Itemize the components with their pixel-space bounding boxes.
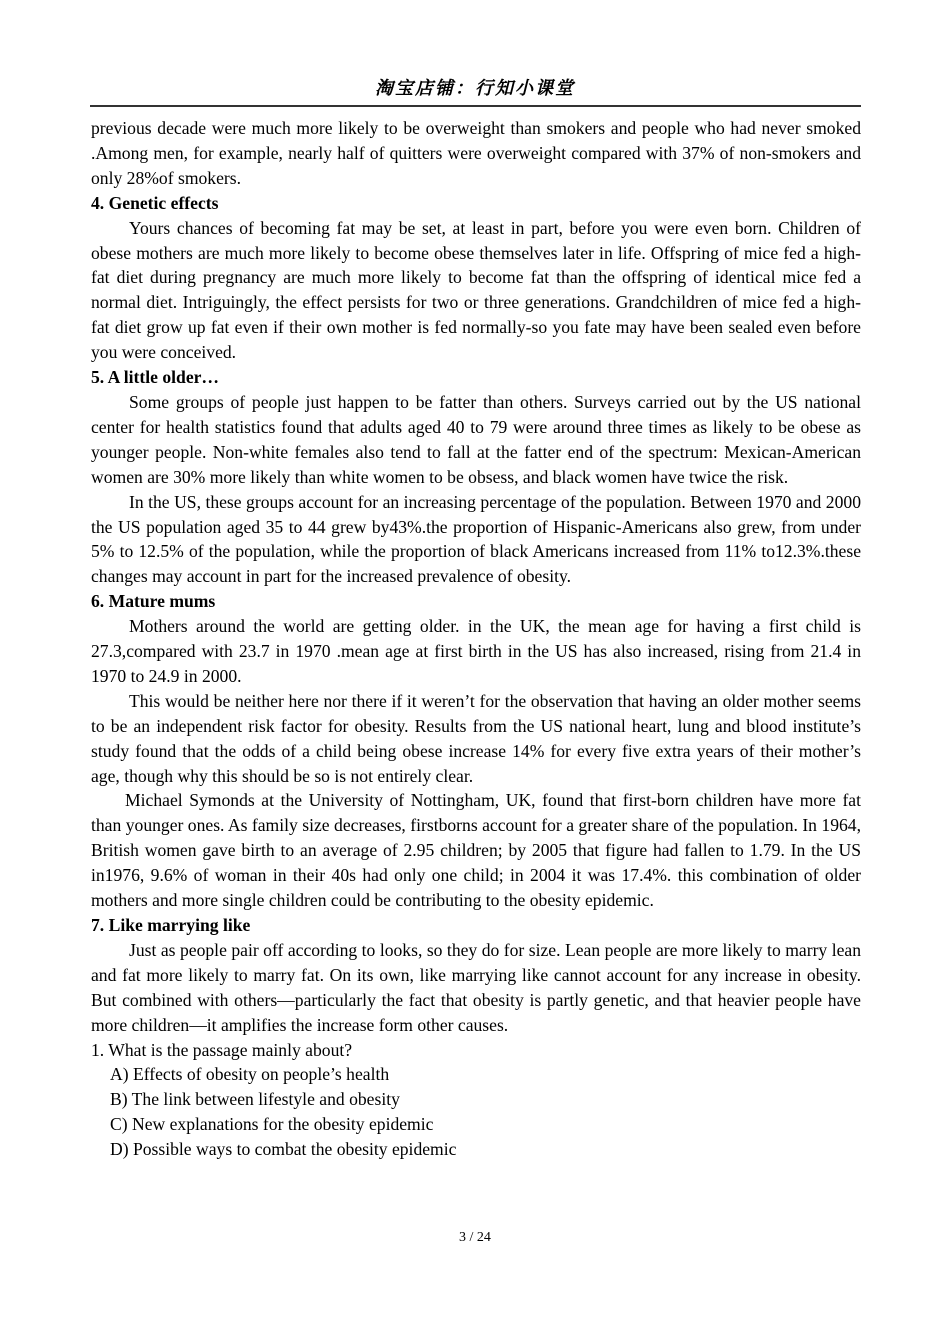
section-heading: 7. Like marrying like (91, 915, 251, 935)
paragraph: Just as people pair off according to looks, so they do for size. Lean people are more likely to marry lean and fat more likely to marry fat. On its own, like marrying like cannot account for any increase in obesity. But combined with others—particularly the fact that obesity is partly genetic, and that heavier people have more children—it amplifies the increase form other causes. (91, 939, 861, 1035)
page-header: 淘宝店铺：行知小课堂 (375, 78, 575, 99)
section-heading: 6. Mature mums (91, 591, 216, 612)
option-d: D) Possible ways to combat the obesity epidemic (110, 1139, 457, 1160)
paragraph: In the US, these groups account for an increasing percentage of the population. Between 1970 and 2000 the US population aged 35 to 44 grew by43%.the proportion of Hispanic-Americans also grew, from under 5% to 12.5% of the population, while the proportion of black Americans increased from 11% to12.3%.these changes may account in part for the increased prevalence of obesity. (91, 491, 861, 587)
section-heading: 4. Genetic effects (91, 192, 219, 213)
paragraph: Michael Symonds at the University of Nottingham, UK, found that first-born children have more fat than younger ones. As family size decreases, firstborns account for a greater share of the population. In 1964, British women gave birth to an average of 2.95 children; by 2005 that figure had fallen to 1.79. In the US in1976, 9.6% of woman in their 40s had only one child; in 2004 it was 17.4%. this combination of older mothers and more single children could be contributing to the obesity epidemic. (91, 790, 861, 911)
question-stem: 1. What is the passage mainly about? (91, 1039, 353, 1060)
option-c: C) New explanations for the obesity epidemic (110, 1114, 434, 1135)
paragraph: Mothers around the world are getting older. in the UK, the mean age for having a first child is 27.3,compared with 23.7 in 1970 .mean age at first birth in the US has also increased, rising from 21.4 in 1970 to 24.9 in 2000. (91, 616, 861, 686)
paragraph: This would be neither here nor there if it weren’t for the observation that having an older mother seems to be an independent risk factor for obesity. Results from the US national heart, lung and blood institute’s study found that the odds of a child being obese increase 14% for every five extra years of their mother’s age, though why this should be so is not entirely clear. (91, 690, 861, 786)
paragraph: Yours chances of becoming fat may be set, at least in part, before you were even born. Children of obese mothers are much more likely to become obese themselves later in life. Offspring of mice fed a high-fat diet during pregnancy are much more likely to become fat than the offspring of identical mice fed a normal diet. Intriguingly, the effect persists for two or three generations. Grandchildren of mice fed a high-fat diet grow up fat even if their own mother is fed normally-so you fate may have been sealed even before you were conceived. (91, 217, 861, 363)
section-heading: 5. A little older… (91, 367, 220, 388)
paragraph: Some groups of people just happen to be fatter than others. Surveys carried out by the US national center for health statistics found that adults aged 40 to 79 were around three times as likely to be obese as younger people. Non-white females also tend to fall at the fatter end of the spectrum: Mexican-American women are 30% more likely than white women to be obsess, and black women have twice the risk. (91, 391, 861, 487)
paragraph: previous decade were much more likely to be overweight than smokers and people who had never smoked .Among men, for example, nearly half of quitters were overweight compared with 37% of non-smokers and only 28%of smokers. (91, 118, 861, 188)
header-divider (90, 105, 861, 107)
option-a: A) Effects of obesity on people’s health (110, 1064, 390, 1085)
document-body (91, 116, 861, 1162)
option-b: B) The link between lifestyle and obesity (110, 1089, 400, 1110)
page-number: 3 / 24 (459, 1230, 491, 1245)
